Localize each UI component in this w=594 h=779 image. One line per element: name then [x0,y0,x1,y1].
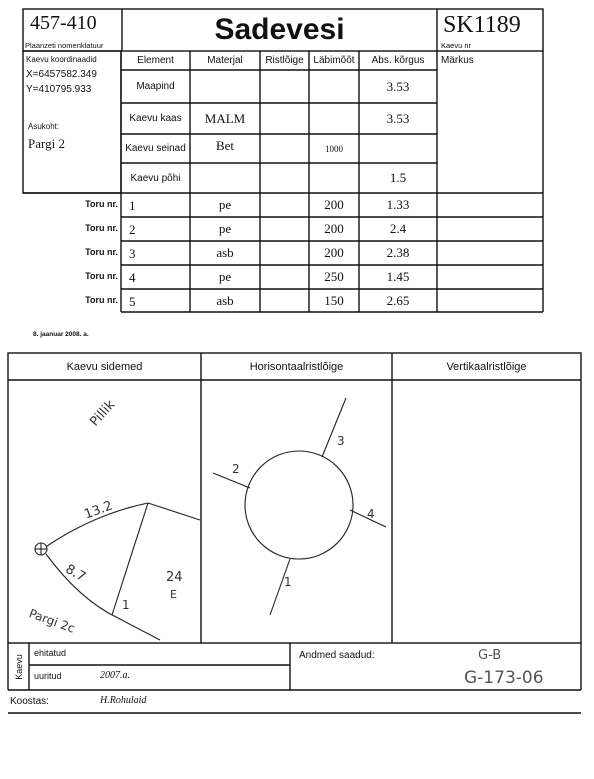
data-source-label: Andmed saadud: [299,650,375,661]
well-id-label: Kaevu nr [441,41,472,50]
row-height: 3.53 [386,110,410,126]
row-material [190,70,260,103]
row-diameter [309,163,359,193]
pipe-label: Toru nr. [85,199,118,209]
coordinates-label: Kaevu koordinaadid [26,55,97,64]
sketch-street-label: Pargi 2c [27,606,77,636]
row-element: Maapind [136,81,175,92]
row-height: 1.5 [389,170,407,185]
pipe-label: Toru nr. [85,271,118,281]
horizontal-sketch [213,398,386,615]
surveyed-label: uuritud [34,671,62,681]
panel-links-title: Kaevu sidemed [66,360,143,373]
panel-vertical-title: Vertikaalristlõige [446,360,527,373]
pipe-nr: 5 [129,294,136,309]
row-element: Kaevu põhi [130,172,181,184]
row-diameter [309,70,359,103]
row-material: MALM [204,110,246,126]
sketch-distance-3: 24 [166,570,183,585]
compiled-value: H.Rohulaid [100,695,147,706]
header-diameter: Läbimõõt [313,55,355,66]
pipe-diameter: 200 [324,245,344,260]
footer-side-label: Kaevu [13,653,24,680]
built-label: ehitatud [34,648,67,658]
pipe-height: 1.33 [386,197,410,212]
row-element: Kaevu kaas [129,113,182,124]
pipe-height: 1.45 [386,269,410,284]
pipe-diameter: 150 [324,292,344,308]
row-material [190,163,260,193]
document-title: Sadevesi [214,13,345,46]
panel-horizontal-title: Horisontaalristlõige [249,360,344,373]
pipe-nr: 2 [129,222,136,237]
address-value: Pargi 2 [28,136,65,151]
pipe-mark-1: 1 [284,575,292,589]
pipe-nr: 4 [129,270,136,285]
sketch-pillik-label: Pillik [87,397,119,430]
compiled-label: Koostas: [10,696,49,707]
coordinate-x: X=6457582.349 [26,69,97,80]
pipe-mark-3: 3 [337,434,345,448]
nomenclature-code: 457-410 [30,12,97,34]
data-source-value-1: G-B [478,648,502,663]
row-height [359,134,437,163]
pipe-material: pe [218,269,232,284]
pipe-height: 2.65 [386,292,410,308]
header-abs-height: Abs. kõrgus [371,55,425,66]
row-material: Bet [215,138,235,153]
header-material: Materjal [207,55,243,66]
pipe-material: pe [218,221,232,236]
sketch-number-1: 1 [122,598,130,612]
pipe-diameter: 200 [324,221,344,236]
pipe-label: Toru nr. [85,295,118,305]
pipe-material: asb [216,292,234,308]
header-element: Element [137,55,174,66]
pipe-label: Toru nr. [85,223,118,233]
header-cross-section: Ristlõige [265,55,304,66]
pipe-diameter: 250 [324,269,344,284]
data-source-value-2: G-173-06 [464,668,544,688]
row-height: 3.53 [386,78,410,94]
header-remarks: Märkus [441,55,474,66]
pipe-height: 2.4 [389,221,407,236]
surveyed-value: 2007.a. [100,670,130,681]
print-date: 8. jaanuar 2008. a. [33,331,89,338]
row-diameter: 1000 [325,143,343,154]
sketch-distance-3-suffix: E [170,588,177,601]
pipe-nr: 3 [129,246,136,261]
address-label: Asukoht: [28,122,60,131]
row-diameter [309,103,359,134]
pipe-mark-4: 4 [367,507,375,521]
pipe-nr: 1 [129,198,136,213]
coordinate-y: Y=410795.933 [26,84,92,95]
sketch-distance-2: 8.7 [62,561,89,586]
nomenclature-label: Plaanzeti nomenklatuur [25,41,104,50]
pipe-material: asb [216,245,234,260]
pipe-height: 2.38 [386,245,410,260]
pipe-diameter: 200 [324,197,344,212]
pipe-label: Toru nr. [85,247,118,257]
pipe-material: pe [218,197,232,212]
row-element: Kaevu seinad [125,143,186,154]
pipe-mark-2: 2 [232,462,240,476]
well-id: SK1189 [443,12,521,38]
sketch-distance-1: 13.2 [82,498,115,523]
footer-side-label-box [8,643,29,690]
